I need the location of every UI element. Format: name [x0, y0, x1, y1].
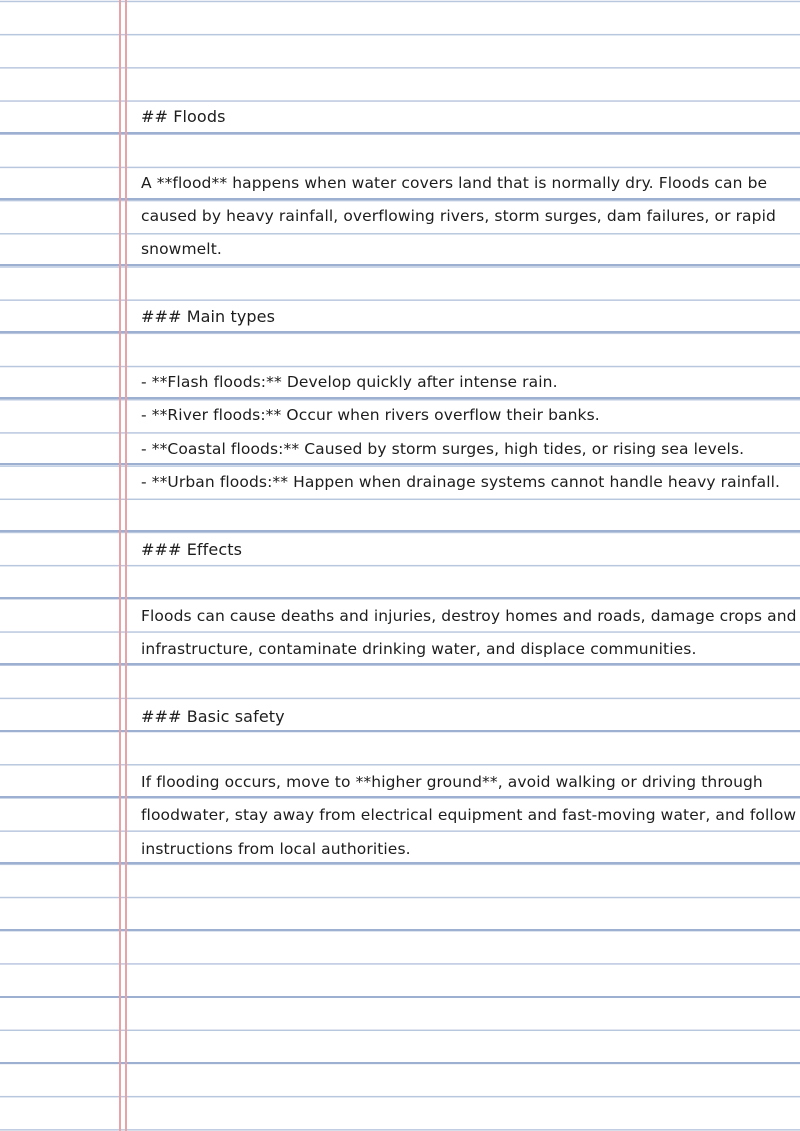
intro-line: caused by heavy rainfall, overflowing rivers, storm surges, dam failures, or rapid: [141, 207, 776, 225]
effects-line: infrastructure, contaminate drinking water, and displace communities.: [141, 640, 697, 658]
heading-main-types: ### Main types: [141, 307, 276, 326]
heading-basic-safety: ### Basic safety: [141, 707, 285, 726]
safety-line: floodwater, stay away from electrical equipment and fast-moving water, and follow: [141, 806, 797, 824]
intro-line: snowmelt.: [141, 240, 222, 258]
list-item: - **Flash floods:** Develop quickly after intense rain.: [141, 373, 558, 391]
intro-line: A **flood** happens when water covers land that is normally dry. Floods can be: [141, 174, 768, 192]
safety-line: instructions from local authorities.: [141, 840, 411, 858]
heading-floods: ## Floods: [141, 107, 226, 126]
safety-line: If flooding occurs, move to **higher ground**, avoid walking or driving through: [141, 773, 763, 791]
list-item: - **River floods:** Occur when rivers overflow their banks.: [141, 406, 600, 424]
effects-line: Floods can cause deaths and injuries, destroy homes and roads, damage crops and: [141, 607, 797, 625]
heading-effects: ### Effects: [141, 540, 243, 559]
list-item: - **Urban floods:** Happen when drainage systems cannot handle heavy rainfall.: [141, 473, 781, 491]
margin-line: [119, 0, 121, 1131]
margin-line: [125, 0, 127, 1131]
list-item: - **Coastal floods:** Caused by storm surges, high tides, or rising sea levels.: [141, 440, 745, 458]
